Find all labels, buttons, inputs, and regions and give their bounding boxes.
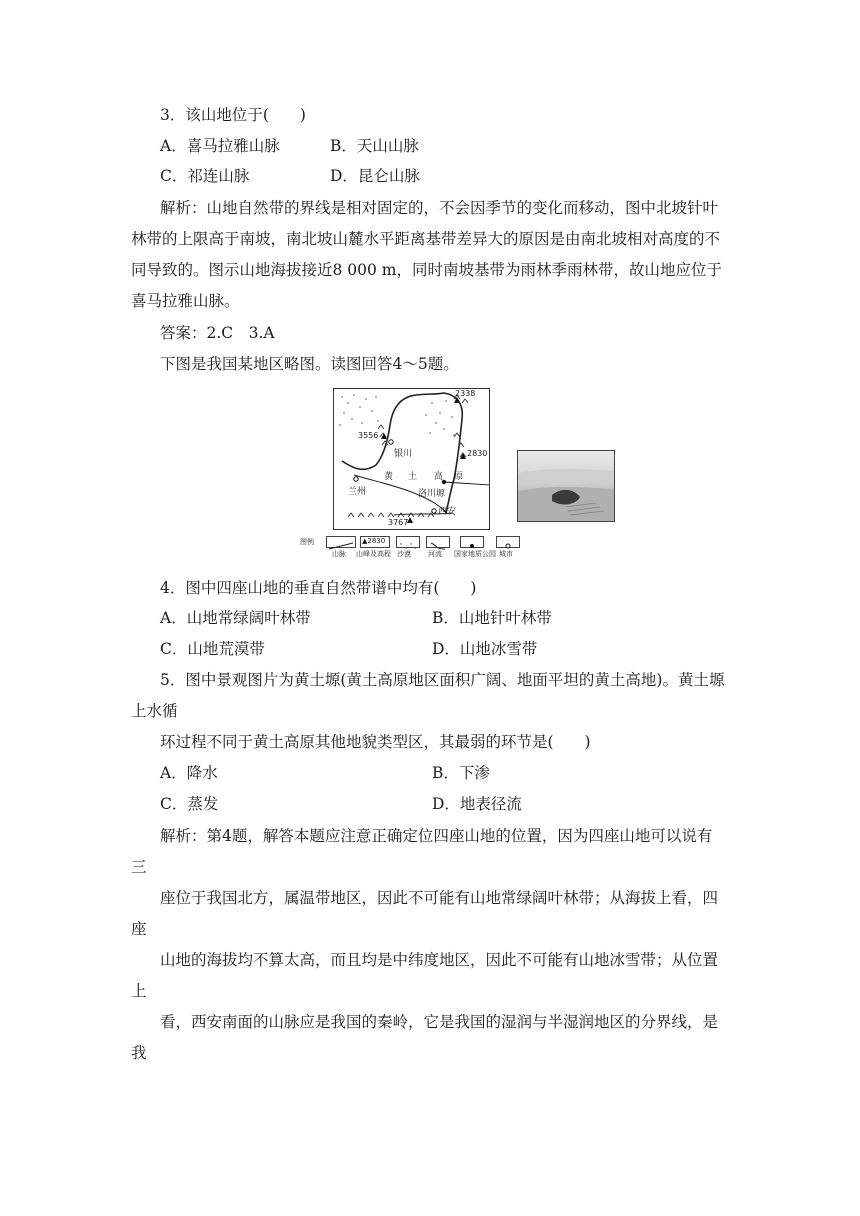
peak-label-3556: 3556	[358, 431, 379, 440]
question-4-stem: 4．图中四座山地的垂直自然带谱中均有( )	[160, 579, 477, 597]
legend-label-geopark: 国家地质公园	[454, 550, 496, 558]
question-5-stem-line-1: 5．图中景观图片为黄土塬(黄土高原地区面积广阔、地面平坦的黄土高地)。黄土塬	[160, 671, 725, 689]
legend-label-river: 河流	[428, 550, 442, 558]
region-char-3: 高	[434, 472, 444, 482]
legend-desert-swatch	[396, 536, 420, 548]
peak-label-2830: 2830	[467, 449, 488, 458]
analysis-1-line-4: 喜马拉雅山脉。	[131, 292, 240, 310]
photo-drawing	[518, 451, 614, 521]
geopark-label-luochuan: 洛川塬	[418, 489, 446, 499]
legend-peak-sample: ▲2830	[362, 537, 386, 545]
intro-4-5: 下图是我国某地区略图。读图回答4～5题。	[160, 355, 459, 373]
desert-pattern	[339, 394, 455, 436]
region-char-4: 原	[454, 472, 464, 482]
analysis-2-line-2-cont: 座	[131, 920, 147, 938]
map-drawing	[334, 389, 489, 529]
region-char-1: 黄	[384, 472, 394, 482]
legend-river-swatch	[426, 536, 450, 548]
legend-label-mountain: 山脉	[332, 550, 346, 558]
legend-mountain-swatch	[326, 536, 356, 548]
question-5-option-b: B．下渗	[432, 764, 490, 782]
analysis-2-line-1: 解析：第4题，解答本题应注意正确定位四座山地的位置，因为四座山地可以说有	[160, 827, 713, 845]
question-3-option-d: D．昆仑山脉	[330, 167, 420, 185]
loess-plateau-figure	[300, 388, 615, 558]
legend-label-desert: 沙漠	[397, 550, 411, 558]
region-map	[333, 388, 490, 530]
analysis-2-line-3: 山地的海拔均不算太高，而且均是中纬度地区，因此不可能有山地冰雪带；从位置	[160, 951, 719, 969]
legend-label-city: 城市	[499, 550, 513, 558]
region-char-2: 土	[408, 472, 418, 482]
question-3-option-a: A．喜马拉雅山脉	[160, 137, 280, 155]
peak-label-3767: 3767	[388, 518, 409, 527]
question-3-stem: 3．该山地位于( )	[160, 106, 306, 124]
peak-label-2338: 2338	[455, 389, 476, 398]
question-3-option-c: C．祁连山脉	[160, 167, 250, 185]
analysis-2-line-4: 看，西安南面的山脉应是我国的秦岭，它是我国的湿润与半湿润地区的分界线，是	[160, 1013, 719, 1031]
question-4-option-b: B．山地针叶林带	[432, 609, 552, 627]
question-5-stem-line-3: 环过程不同于黄土高原其他地貌类型区，其最弱的环节是( )	[160, 733, 591, 751]
analysis-2-line-4-cont: 我	[131, 1044, 147, 1062]
legend-peak-swatch	[360, 536, 390, 548]
question-4-option-d: D．山地冰雪带	[432, 640, 538, 658]
analysis-2-line-1-cont: 三	[131, 858, 147, 876]
loess-tableland-photo	[517, 450, 615, 522]
analysis-1-line-3: 同导致的。图示山地海拔接近8 000 m，同时南坡基带为雨林季雨林带，故山地应位于	[131, 261, 723, 279]
city-label-yinchuan: 银川	[394, 449, 413, 459]
analysis-2-line-3-cont: 上	[131, 982, 147, 1000]
question-3-option-b: B．天山山脉	[330, 137, 419, 155]
answer-1: 答案：2.C 3.A	[160, 324, 275, 342]
legend-city-swatch	[496, 536, 520, 548]
question-5-option-a: A．降水	[160, 764, 218, 782]
question-5-option-d: D．地表径流	[432, 795, 522, 813]
analysis-1-line-2: 林带的上限高于南坡，南北坡山麓水平距离基带差异大的原因是由南北坡相对高度的不	[131, 230, 721, 248]
legend-label-peak: 山峰及高程	[356, 550, 391, 558]
analysis-1-line-1: 解析：山地自然带的界线是相对固定的，不会因季节的变化而移动，图中北坡针叶	[160, 199, 719, 217]
city-label-lanzhou: 兰州	[348, 487, 367, 497]
legend-geopark-swatch	[460, 536, 484, 548]
question-5-stem-line-2: 上水循	[131, 702, 178, 720]
question-4-option-c: C．山地荒漠带	[160, 640, 265, 658]
analysis-2-line-2: 座位于我国北方，属温带地区，因此不可能有山地常绿阔叶林带；从海拔上看，四	[160, 889, 719, 907]
city-label-xian: 西安	[438, 507, 457, 517]
question-5-option-c: C．蒸发	[160, 795, 219, 813]
question-4-option-a: A．山地常绿阔叶林带	[160, 609, 311, 627]
legend-title: 图例	[300, 538, 314, 546]
